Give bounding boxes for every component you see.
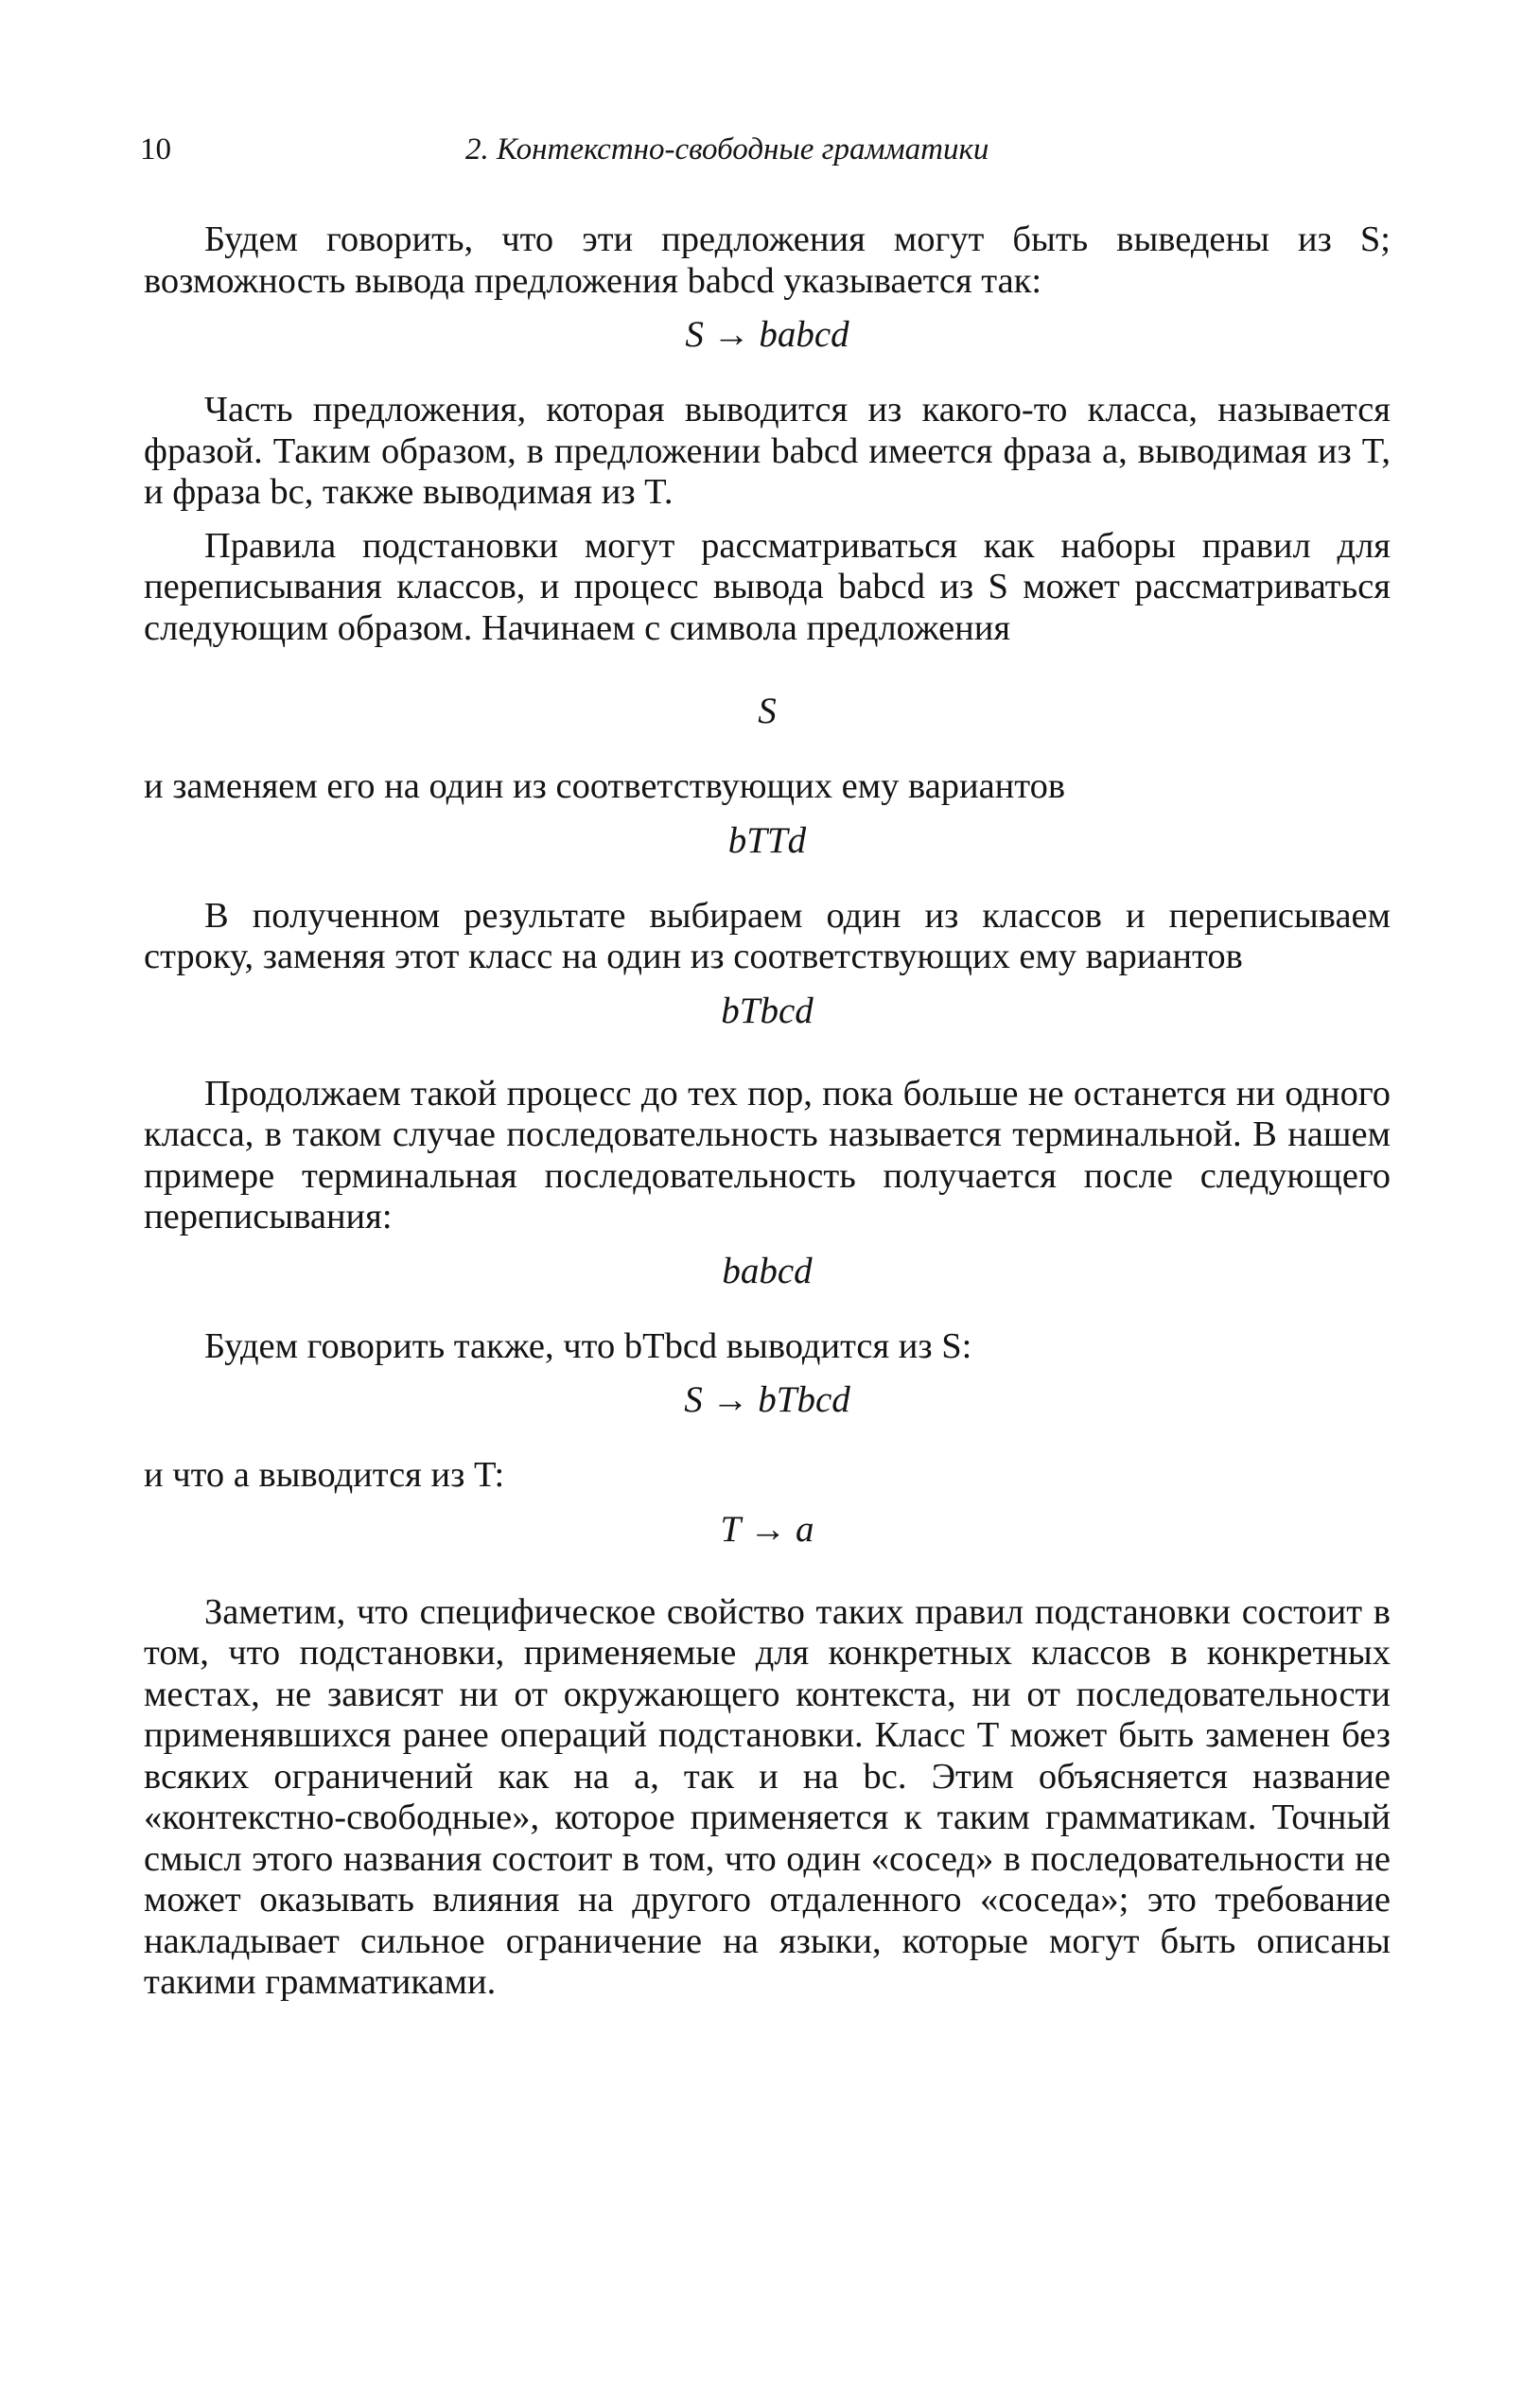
body-text	[144, 219, 1391, 2004]
paragraph-7: Будем говорить также, что bTbcd выводится из S:	[204, 1325, 972, 1366]
paragraph-5: В полученном результате выбираем один из классов и переписываем строку, заменяя этот класс на один из соответствующих ему вариантов	[144, 895, 1391, 976]
formula-s: S	[758, 691, 777, 731]
page-number: 10	[140, 132, 171, 167]
formula-s-to-btbcd: S → bTbcd	[684, 1379, 850, 1420]
paragraph-9: Заметим, что специфическое свойство таких правил подстановки состоит в том, что подстановки, применяемые для конкретных классов в конкретных местах, не зависят ни от окружающего контекста, ни от последовательности применявшихся ранее операций подстановки. Класс T может быть заменен без всяких ограничений как на a, так и на bc. Этим объясняется название «контекстно-свободные», которое применяется к таким грамматикам. Точный смысл этого названия состоит в том, что один «сосед» в последовательности не может оказывать влияния на другого отдаленного «соседа»; это требование накладывает сильное ограничение на языки, которые могут быть описаны такими грамматиками.	[144, 1591, 1391, 2002]
formula-btbcd: bTbcd	[721, 990, 814, 1031]
paragraph-1: Будем говорить, что эти предложения могут быть выведены из S; возможность вывода предложения babcd указывается так:	[144, 219, 1391, 301]
formula-t-to-a: T → a	[720, 1508, 814, 1550]
formula-s-to-babcd: S → babcd	[685, 314, 849, 355]
running-title: 2. Контекстно-свободные грамматики	[465, 132, 989, 167]
page-header	[140, 132, 1398, 180]
paragraph-6: Продолжаем такой процесс до тех пор, пока больше не останется ни одного класса, в таком случае последовательность называется терминальной. В нашем примере терминальная последовательность получается после следующего переписывания:	[144, 1073, 1391, 1236]
paragraph-2: Часть предложения, которая выводится из какого-то класса, называется фразой. Таким образом, в предложении babcd имеется фраза a, выводимая из T, и фраза bc, также выводимая из T.	[144, 390, 1391, 512]
formula-bttd: bTTd	[727, 819, 807, 861]
formula-babcd: babcd	[722, 1250, 813, 1291]
paragraph-4: и заменяем его на один из соответствующих ему вариантов	[144, 766, 1066, 806]
paragraph-8: и что a выводится из T:	[144, 1455, 505, 1495]
paragraph-3: Правила подстановки могут рассматриваться как наборы правил для переписывания классов, и процесс вывода babcd из S может рассматриваться следующим образом. Начинаем с символа предложения	[144, 525, 1391, 648]
